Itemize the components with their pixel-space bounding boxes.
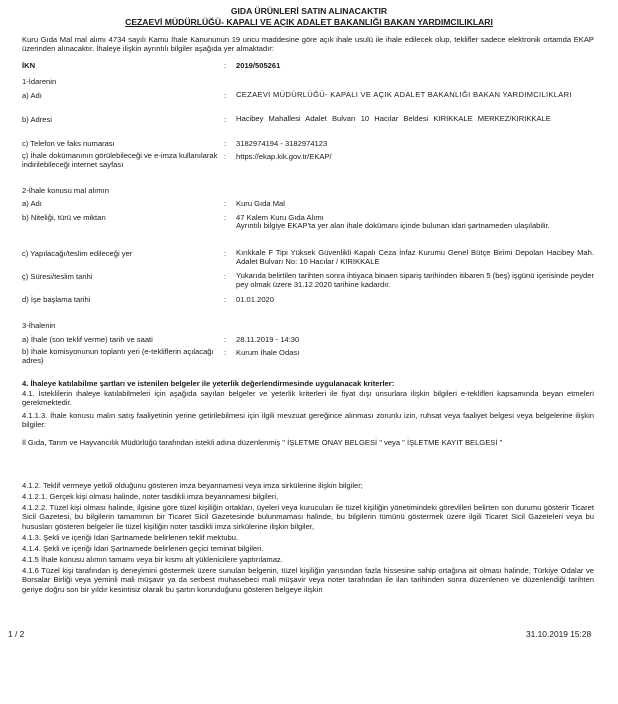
section4-para-4-1-1-3: 4.1.1.3. İhale konusu malın satış faaliyetinin yerine getirilebilmesi için ilgili mevzuat gereğince alınması zorunlu izin, ruhsat veya faaliyet belgesi veya belgelerine ilişkin bilgiler:: [22, 411, 594, 430]
section1-label-address: b) Adresi: [22, 115, 52, 124]
section1-label-name: a) Adı: [22, 91, 42, 100]
section4-item-4-1-4: 4.1.4. Şekli ve içeriği İdari Şartnamede belirlenen geçici teminat bilgileri.: [22, 544, 264, 553]
section3-title: 3-İhalenin: [22, 321, 56, 330]
section2-label-place: c) Yapılacağı/teslim edileceği yer: [22, 249, 133, 258]
section2-label-duration: ç) Süresi/teslim tarihi: [22, 272, 93, 281]
section4-item-4-1-6: 4.1.6 Tüzel kişi tarafından iş deneyimini göstermek üzere sunulan belgenin, tüzel kişiliğin yarısından fazla hissesine sahip ortağına ait olması halinde, Türkiye Odalar ve Borsalar Birliği veya yeminli mali müşavir ya da serbest muhasebeci mali müşavir veya noter tarafından ile ilan tarihinden sonra düzenlenen ve düzenlendiği tarihten geriye doğru son bir yıldır kesintisiz olarak bu şartın korunduğunu gösteren belgeye ilişkin: [22, 566, 594, 594]
section1-value-name: CEZAEVİ MÜDÜRLÜĞÜ- KAPALI VE AÇIK ADALET BAKANLIĞI BAKAN YARDIMCILIKLARI: [236, 90, 572, 99]
print-timestamp: 31.10.2019 15:28: [526, 629, 592, 639]
ikn-value: 2019/505261: [236, 61, 281, 70]
section4-item-4-1-3: 4.1.3. Şekli ve içeriği İdari Şartnamede belirlenen teklif mektubu.: [22, 533, 239, 542]
section1-title: 1-İdarenin: [22, 77, 57, 86]
section4-license-note: İl Gıda, Tarım ve Hayvancılık Müdürlüğü tarafından istekli adına düzenlenmiş " İŞLETME ONAY BELGESİ " veya " İŞLETME KAYIT BELGESİ ": [22, 438, 503, 447]
section1-value-address: Hacibey Mahallesi Adalet Bulvarı 10 Hacılar Beldesi KIRIKKALE MERKEZ/KIRIKKALE: [236, 114, 551, 123]
section2-label-name: a) Adı: [22, 199, 42, 208]
section2-value-place: Kırıkkale F Tipi Yüksek Güvenlikli Kapalı Ceza İnfaz Kurumu Genel Bütçe Birimi Depoları Hacibey Mah. Adalet Bulvarı No: 10 Hacılar / KIRIKKALE: [236, 248, 594, 267]
section4-para-4-1: 4.1. İsteklilerin ihaleye katılabilmeleri için aşağıda sayılan belgeler ve yeterlik kriterleri ile fiyat dışı unsurlara ilişkin bilgileri e-teklifleri kapsamında beyan etmeleri gerekmektedir.: [22, 389, 594, 408]
intro-paragraph: Kuru Gıda Mal mal alımı 4734 sayılı Kamu İhale Kanununun 19 uncu maddesine göre açık ihale usulü ile ihale edilecek olup, teklifler sadece elektronik ortamda EKAP üzerinden alınacaktır. İhaleye ilişkin ayrıntılı bilgiler aşağıda yer almaktadır:: [22, 35, 594, 54]
ikn-label: İKN: [22, 61, 36, 70]
section2-value-name: Kuru Gıda Mal: [236, 199, 285, 208]
section4-item-4-1-2-2: 4.1.2.2. Tüzel kişi olması halinde, ilgisine göre tüzel kişiliğin ortakları, üyeleri veya kurucuları ile tüzel kişiliğin yönetimindeki görevlileri belirten son durumu gösterir Ticaret Sicil Gazetesi, bu bilgilerin tamamının bir Ticaret Sicil Gazetesinde bulunmaması halinde, bu bilgilerin tümünü göstermek üzere ilgili Ticaret Sicil Gazeteleri veya bu hususları gösteren belgeler ile tüzel kişiliğin noter tasdikli imza sirkülerine ilişkin bilgiler,: [22, 503, 594, 531]
document-subtitle: CEZAEVİ MÜDÜRLÜĞÜ- KAPALI VE AÇIK ADALET BAKANLIĞI BAKAN YARDIMCILIKLARI: [125, 17, 493, 27]
document-title: GIDA ÜRÜNLERİ SATIN ALINACAKTIR: [230, 6, 388, 16]
section3-label-place: b) İhale komisyonunun toplantı yeri (e-tekliflerin açılacağı adres): [22, 347, 214, 366]
section2-value-start: 01.01.2020: [236, 295, 275, 304]
section2-value-duration: Yukarıda belirtilen tarihten sonra ihtiyaca binaen sipariş tarihinden itibaren 5 (beş) işgünü içerisinde peyder pey olmak üzere 31.12.2020 tarihine kadardır.: [236, 271, 594, 290]
section2-label-type: b) Niteliği, türü ve miktarı: [22, 213, 106, 222]
section2-label-start: d) İşe başlama tarihi: [22, 295, 91, 304]
section2-value-type: 47 Kalem Kuru Gıda Alımı: [236, 213, 324, 222]
section1-label-phone: c) Telefon ve faks numarası: [22, 139, 115, 148]
section4-item-4-1-5: 4.1.5 İhale konusu alımın tamamı veya bir kısmı alt yüklenicilere yaptırılamaz.: [22, 555, 283, 564]
document-page: GIDA ÜRÜNLERİ SATIN ALINACAKTIR CEZAEVİ MÜDÜRLÜĞÜ- KAPALI VE AÇIK ADALET BAKANLIĞI BAKAN YARDIMCILIKLARI Kuru Gıda Mal mal alımı 4734 sayılı Kamu İhale Kanununun 19 uncu maddesine göre açık ihale usulü ile ihale edilecek olup, teklifler sadece elektronik ortamda EKAP üzerinden alınacaktır. İhaleye ilişkin ayrıntılı bilgiler aşağıda yer almaktadır: İKN : 2019/505261 1-İdarenin a) Adı : CEZAEVİ MÜDÜRLÜĞÜ- KAPALI VE AÇIK ADALET BAKANLIĞI BAKAN YARDIMCILIKLARI b) Adresi : Hacibey Mahallesi Adalet Bulvarı 10 Hacılar Beldesi KIRIKKALE MERKEZ/KIRIKKALE c) Telefon ve faks numarası : 3182974194 - 3182974123 ç) İhale dokümanının görülebileceği ve e-imza kullanılarak indirilebileceği internet sayfası : https://ekap.kik.gov.tr/EKAP/ 2-İhale konusu mal alımın a) Adı : Kuru Gıda Mal b) Niteliği, türü ve miktarı : 47 Kalem Kuru Gıda Alımı Ayrıntılı bilgiye EKAP'ta yer alan ihale dokümanı içinde bulunan idari şartnameden ulaşılabilir. c) Yapılacağı/teslim edileceği yer : Kırıkkale F Tipi Yüksek Güvenlikli Kapalı Ceza İnfaz Kurumu Genel Bütçe Birimi Depoları Hacibey Mah. Adalet Bulvarı No: 10 Hacılar / KIRIKKALE ç) Süresi/teslim tarihi : Yukarıda belirtilen tarihten sonra ihtiyaca binaen sipariş tarihinden itibaren 5 (beş) işgünü içerisinde peyder pey olmak üzere 31.12.2020 tarihine kadardır. d) İşe başlama tarihi : 01.01.2020 3-İhalenin a) İhale (son teklif verme) tarih ve saati : 28.11.2019 - 14:30 b) İhale komisyonunun toplantı yeri (e-tekliflerin açılacağı adres) : Kurum İhale Odası 4. İhaleye katılabilme şartları ve istenilen belgeler ile yeterlik değerlendirmesinde uygulanacak kriterler: 4.1. İsteklilerin ihaleye katılabilmeleri için aşağıda sayılan belgeler ve yeterlik kriterleri ile fiyat dışı unsurlara ilişkin bilgileri e-teklifleri kapsamında beyan etmeleri gerekmektedir. 4.1.1.3. İhale konusu malın satış faaliyetinin yerine getirilebilmesi için ilgili mevzuat gereğince alınması zorunlu izin, ruhsat veya faaliyet belgesi veya belgelerine ilişkin bilgiler: İl Gıda, Tarım ve Hayvancılık Müdürlüğü tarafından istekli adına düzenlenmiş " İŞLETME ONAY BELGESİ " veya " İŞLETME KAYIT BELGESİ " 4.1.2. Teklif vermeye yetkili olduğunu gösteren imza beyannamesi veya imza sirkülerine ilişkin bilgiler; 4.1.2.1. Gerçek kişi olması halinde, noter tasdikli imza beyannamesi bilgileri, 4.1.2.2. Tüzel kişi olması halinde, ilgisine göre tüzel kişiliğin ortakları, üyeleri veya kurucuları ile tüzel kişiliğin yönetimindeki görevlileri belirten son durumu gösterir Ticaret Sicil Gazetesi, bu bilgilerin tamamının bir Ticaret Sicil Gazetesinde bulunmaması halinde, bu bilgilerin tümünü göstermek üzere ilgili Ticaret Sicil Gazeteleri veya bu hususları gösteren belgeler ile tüzel kişiliğin noter tasdikli imza sirkülerine ilişkin bilgiler, 4.1.3. Şekli ve içeriği İdari Şartnamede belirlenen teklif mektubu. 4.1.4. Şekli ve içeriği İdari Şartnamede belirlenen geçici teminat bilgileri. 4.1.5 İhale konusu alımın tamamı veya bir kısmı alt yüklenicilere yaptırılamaz. 4.1.6 Tüzel kişi tarafından iş deneyimini göstermek üzere sunulan belgenin, tüzel kişiliğin yarısından fazla hissesine sahip ortağına ait olması halinde, Türkiye Odalar ve Borsalar Birliği veya yeminli mali müşavir ya da serbest muhasebeci mali müşavir veya noter tarafından ile ilan tarihinden sonra düzenlenen ve düzenlendiği tarihten geriye doğru son bir yıldır kesintisiz olarak bu şartın korunduğunu gösteren belgeye ilişkin 1 / 2 31.10.2019 15:28: [0, 0, 618, 704]
page-number: 1 / 2: [8, 629, 25, 639]
section2-value-type-detail: Ayrıntılı bilgiye EKAP'ta yer alan ihale dokümanı içinde bulunan idari şartnameden ulaşılabilir.: [236, 221, 550, 230]
section3-value-place: Kurum İhale Odası: [236, 348, 300, 357]
section1-value-phone: 3182974194 - 3182974123: [236, 139, 328, 148]
section4-heading: 4. İhaleye katılabilme şartları ve istenilen belgeler ile yeterlik değerlendirmesinde uygulanacak kriterler:: [22, 379, 395, 388]
section4-item-4-1-2-1: 4.1.2.1. Gerçek kişi olması halinde, noter tasdikli imza beyannamesi bilgileri,: [22, 492, 279, 501]
section4-item-4-1-2: 4.1.2. Teklif vermeye yetkili olduğunu gösteren imza beyannamesi veya imza sirkülerine ilişkin bilgiler;: [22, 481, 363, 490]
section3-label-date: a) İhale (son teklif verme) tarih ve saati: [22, 335, 153, 344]
section2-title: 2-İhale konusu mal alımın: [22, 186, 109, 195]
section3-value-date: 28.11.2019 - 14:30: [236, 335, 300, 344]
section1-value-website: https://ekap.kik.gov.tr/EKAP/: [236, 152, 332, 161]
section1-label-website: ç) İhale dokümanının görülebileceği ve e-imza kullanılarak indirilebileceği internet sayfası: [22, 151, 218, 170]
